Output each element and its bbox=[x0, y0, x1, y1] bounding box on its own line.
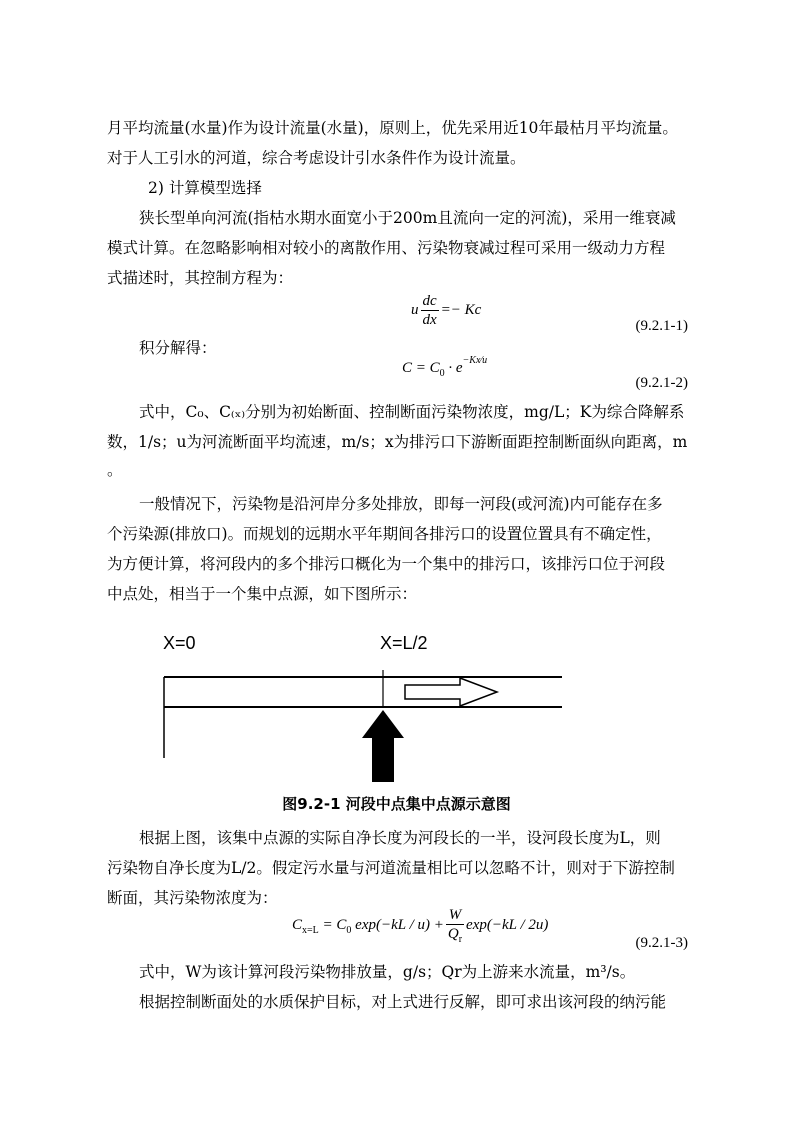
eq-mid: · e bbox=[444, 360, 463, 376]
eq-lhs: C bbox=[292, 916, 303, 933]
eq-subscript: 0 bbox=[346, 924, 352, 936]
eq-term: exp(−kL / 2u) bbox=[466, 916, 549, 933]
figure-caption: 图9.2-1 河段中点集中点源示意图 bbox=[282, 795, 511, 813]
eq-denominator: dx bbox=[422, 312, 437, 328]
text-line: 对于人工引水的河道，综合考虑设计引水条件作为设计流量。 bbox=[107, 149, 526, 167]
text-line: 式描述时，其控制方程为： bbox=[107, 269, 294, 287]
point-source-arrow bbox=[362, 710, 404, 782]
equation-number: (9.2.1-2) bbox=[635, 375, 688, 391]
eq-numerator: W bbox=[446, 906, 464, 925]
equation-3 bbox=[292, 906, 548, 945]
text-line: 积分解得： bbox=[139, 339, 217, 357]
text-line: 狭长型单向河流(指枯水期水面宽小于200m且流向一定的河流)，采用一维衰减 bbox=[139, 209, 676, 227]
eq-term: = C bbox=[322, 916, 347, 933]
text-line: 模式计算。在忽略影响相对较小的离散作用、污染物衰减过程可采用一级动力方程 bbox=[107, 239, 666, 257]
figure-label-x0: X=0 bbox=[163, 633, 196, 653]
eq-rhs: =− Kc bbox=[440, 301, 482, 318]
eq-denominator: Q bbox=[447, 926, 459, 942]
eq-lhs: C = C bbox=[402, 360, 440, 376]
text-line: 式中，W为该计算河段污染物排放量，g/s；Qr为上游来水流量，m³/s。 bbox=[139, 963, 636, 981]
text-line: 数，1/s；u为河流断面平均流速，m/s；x为排污口下游断面距控制断面纵向距离，m bbox=[107, 433, 688, 451]
text-line: 断面，其污染物浓度为： bbox=[107, 889, 278, 907]
text-line: 个污染源(排放口)。而规划的远期水平年期间各排污口的设置位置具有不确定性， bbox=[107, 525, 662, 543]
river-diagram bbox=[160, 660, 570, 785]
text-line: 式中，C₀、C₍ₓ₎分别为初始断面、控制断面污染物浓度，mg/L；K为综合降解系 bbox=[139, 403, 685, 421]
eq-exponent: −Kx⁄u bbox=[462, 355, 488, 366]
eq-var: u bbox=[411, 301, 419, 318]
eq-subscript: x=L bbox=[302, 924, 319, 936]
text-line: 月平均流量(水量)作为设计流量(水量)，原则上，优先采用近10年最枯月平均流量。 bbox=[107, 119, 678, 137]
text-line: 为方便计算，将河段内的多个排污口概化为一个集中的排污口，该排污口位于河段 bbox=[107, 555, 666, 573]
eq-numerator: dc bbox=[422, 293, 437, 309]
section-heading: 2) 计算模型选择 bbox=[148, 179, 262, 197]
text-line: 一般情况下，污染物是沿河岸分多处排放，即每一河段(或河流)内可能存在多 bbox=[139, 495, 663, 513]
flow-direction-arrow bbox=[405, 678, 497, 706]
equation-2 bbox=[402, 355, 488, 379]
eq-subscript: r bbox=[458, 934, 463, 945]
text-line: 污染物自净长度为L/2。假定污水量与河道流量相比可以忽略不计，则对于下游控制 bbox=[107, 859, 675, 877]
equation-number: (9.2.1-3) bbox=[635, 935, 688, 951]
equation-1 bbox=[411, 292, 481, 329]
equation-number: (9.2.1-1) bbox=[635, 318, 688, 334]
figure-label-xmid: X=L/2 bbox=[380, 633, 428, 653]
eq-subscript: 0 bbox=[439, 368, 445, 379]
text-line: 。 bbox=[107, 461, 123, 479]
text-line: 根据控制断面处的水质保护目标，对上式进行反解，即可求出该河段的纳污能 bbox=[139, 993, 667, 1011]
text-line: 中点处，相当于一个集中点源，如下图所示： bbox=[107, 585, 418, 603]
text-line: 根据上图，该集中点源的实际自净长度为河段长的一半，设河段长度为L，则 bbox=[139, 829, 661, 847]
eq-term: exp(−kL / u) + bbox=[351, 916, 444, 933]
